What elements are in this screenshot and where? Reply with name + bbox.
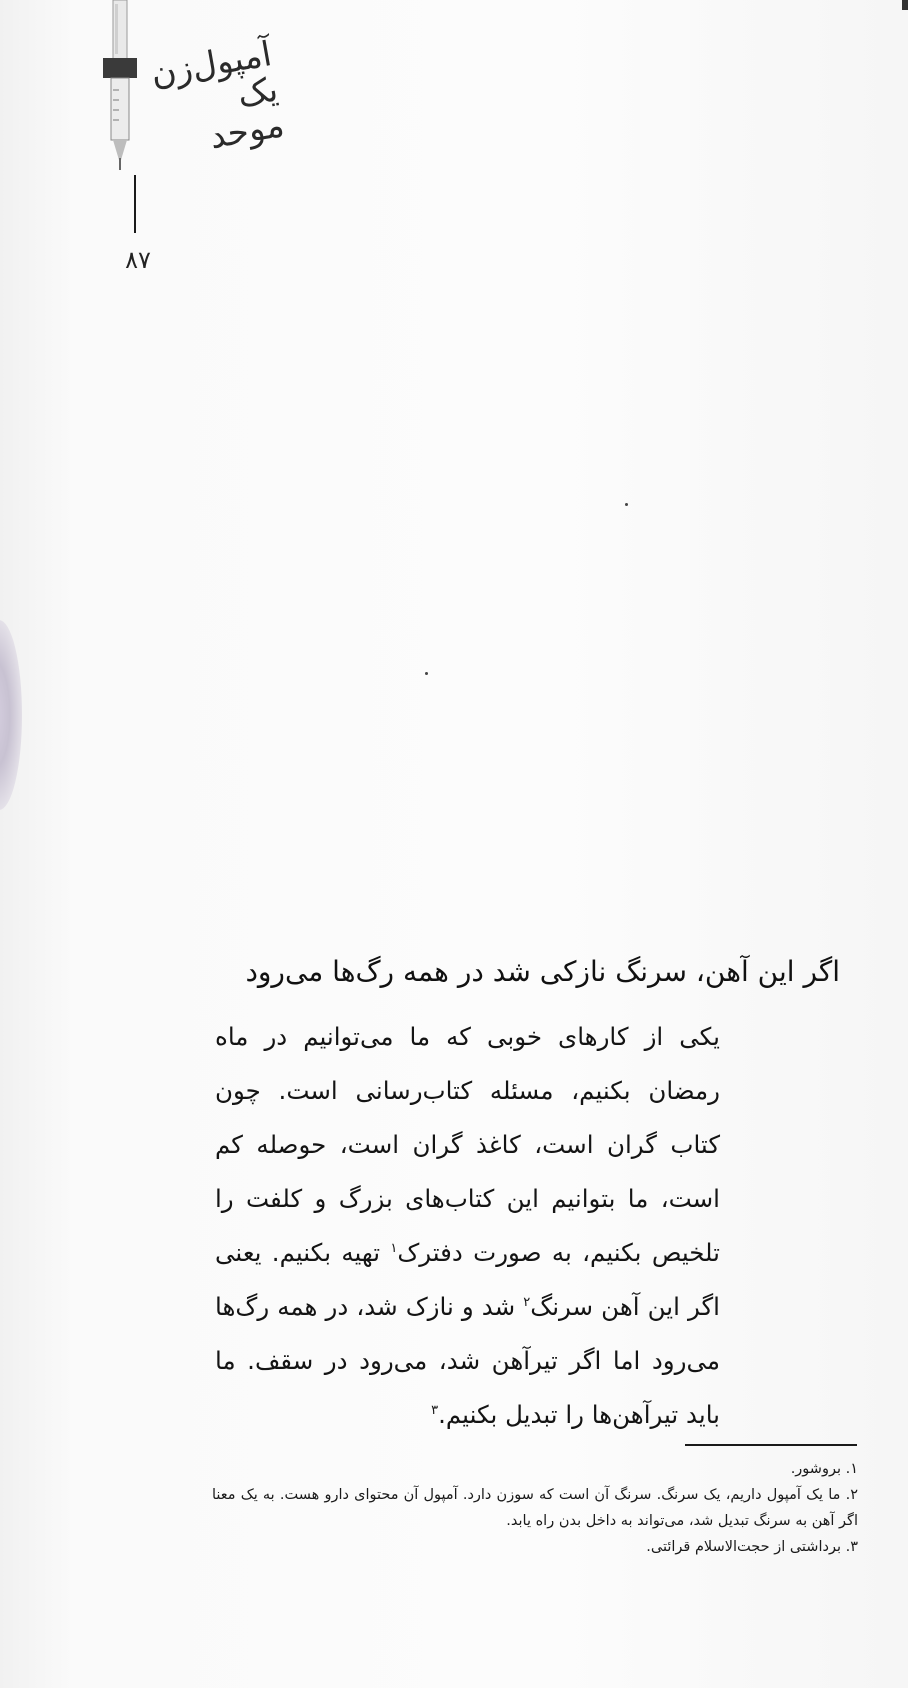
- section-heading: اگر این آهن، سرنگ نازکی شد در همه رگ‌ها می‌رود: [245, 955, 840, 988]
- page-corner-mark: [902, 0, 908, 10]
- book-title-line-2: موحد: [206, 104, 288, 158]
- body-text-part-2: تهیه بکنیم. یعنی اگر این آهن سرنگ: [215, 1238, 720, 1321]
- speck: [625, 503, 628, 506]
- speck: [425, 672, 428, 675]
- header-vertical-rule: [134, 175, 136, 233]
- page-number: ۸۷: [125, 246, 151, 274]
- footnote-divider: [685, 1444, 857, 1446]
- footnote-ref-1: ۱: [390, 1240, 398, 1256]
- footnote-1: ۱. بروشور.: [790, 1461, 858, 1477]
- footnote-ref-2: ۲: [523, 1294, 531, 1310]
- book-title: [120, 36, 286, 168]
- body-text-part-1: یکی از کارهای خوبی که ما می‌توانیم در ماه رمضان بکنیم، مسئله کتاب‌رسانی است. چون کتاب گران است، کاغذ گران است، حوصله کم است، ما بتوانیم این کتاب‌های بزرگ و کلفت را تلخیص بکنیم، به صورت دفترک: [215, 1022, 720, 1267]
- footnote-3: ۳. برداشتی از حجت‌الاسلام قرائتی.: [646, 1539, 858, 1555]
- footnotes: [212, 1456, 858, 1560]
- page-edge-artifact: [0, 620, 22, 810]
- body-text-part-3: شد و نازک شد، در همه رگ‌ها می‌رود اما اگر تیرآهن شد، می‌رود در سقف. ما باید تیرآهن‌ها را تبدیل بکنیم.: [215, 1292, 720, 1429]
- footnote-ref-3: ۳: [431, 1402, 439, 1418]
- body-paragraph: [215, 1010, 720, 1442]
- footnote-2: ۲. ما یک آمپول داریم، یک سرنگ. سرنگ آن است که سوزن دارد. آمپول آن محتوای دارو هست. به یک معنا اگر آهن به سرنگ تبدیل شد، می‌تواند به داخل بدن راه یابد.: [212, 1487, 858, 1529]
- book-title-line-1: آمپول‌زن یک: [147, 34, 281, 116]
